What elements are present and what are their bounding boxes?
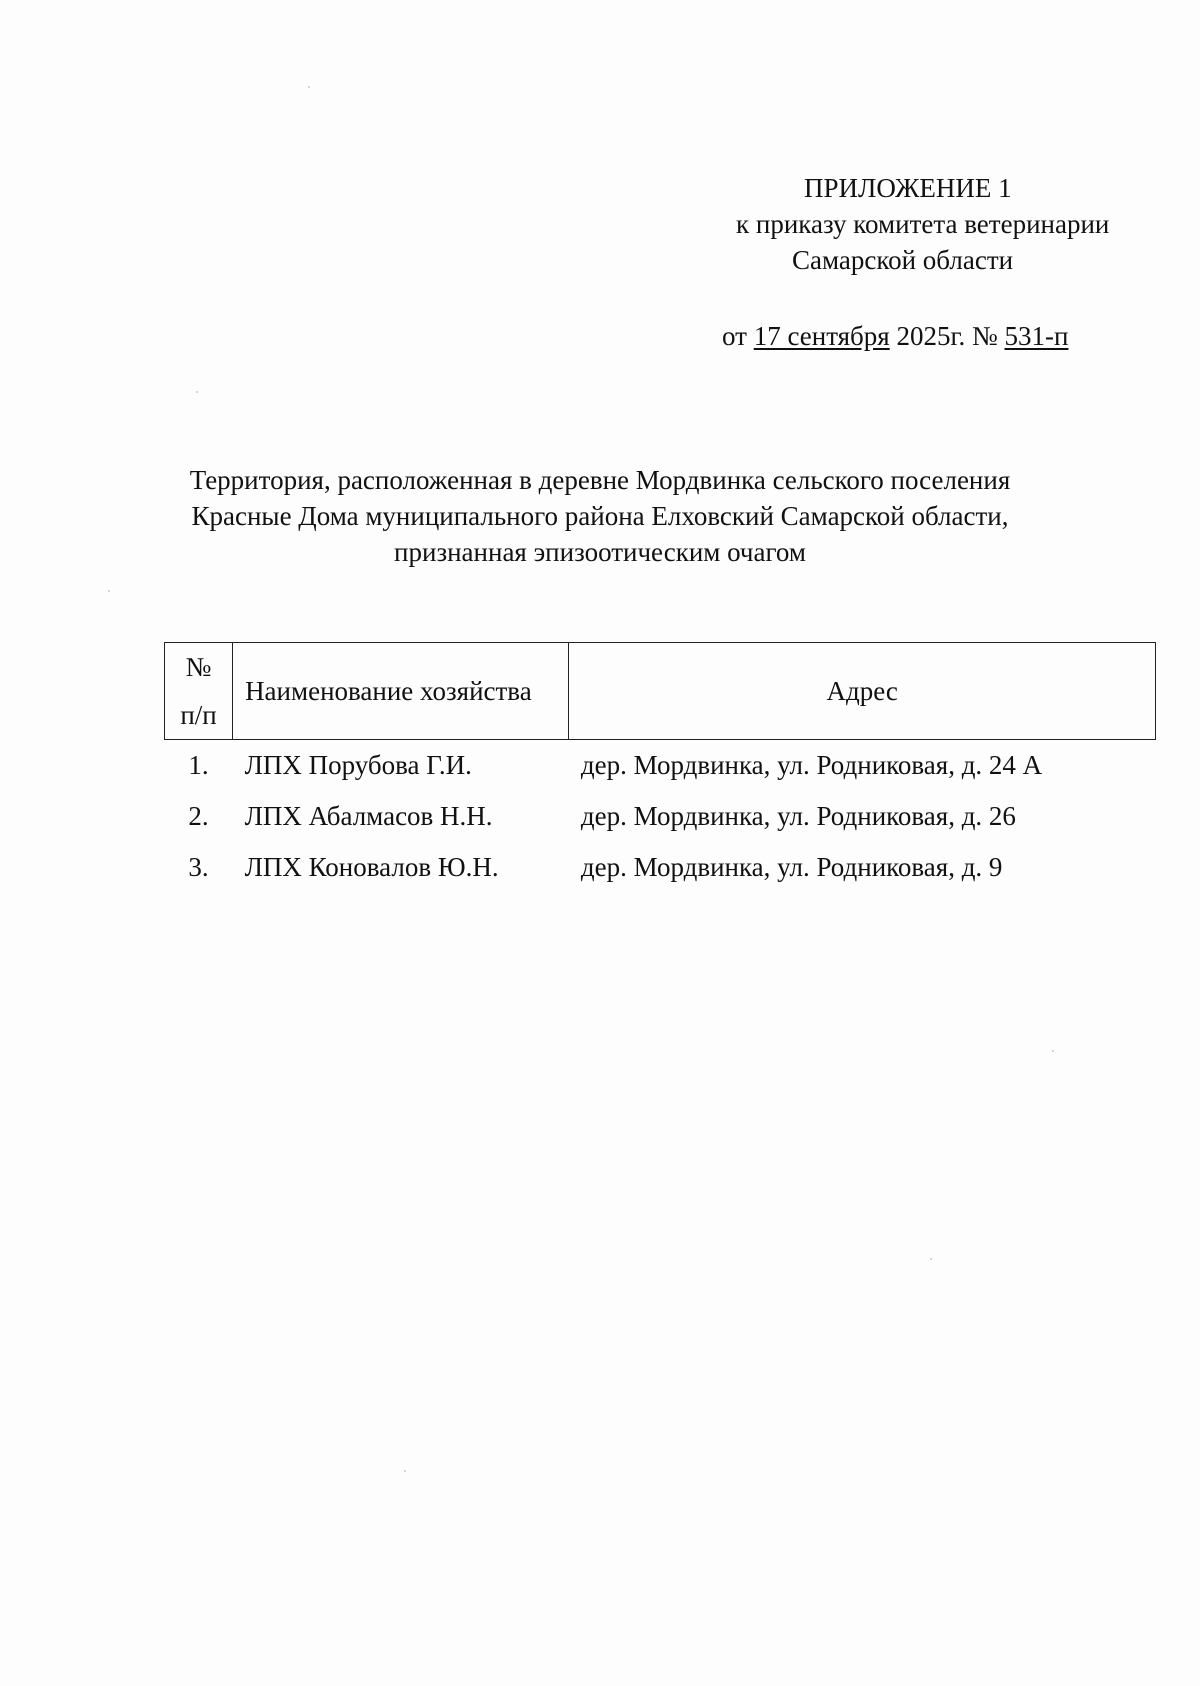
heading-line: Территория, расположенная в деревне Мордвинка сельского поселения [189,465,1011,495]
row-address: дер. Мордвинка, ул. Родниковая, д. 26 [580,801,1016,831]
scan-speck [930,1258,932,1260]
heading-line: Красные Дома муниципального района Елховский Самарской области, [191,501,1009,531]
row-number: 1. [188,750,209,780]
header-address: Адрес [569,643,1156,740]
header-number-sign: № [185,652,212,682]
row-household-name: ЛПХ Порубова Г.И. [244,750,472,780]
households-table [164,642,1156,893]
row-number: 2. [188,801,209,831]
row-household-name: ЛПХ Абалмасов Н.Н. [244,801,493,831]
row-number: 3. [188,852,209,882]
scan-speck [308,86,310,88]
appendix-region: Самарской области [792,245,1014,275]
scan-speck [404,1470,406,1472]
scan-speck [108,590,110,592]
order-reference [722,318,1068,354]
table-row [165,740,1156,792]
row-household-name: ЛПХ Коновалов Ю.Н. [244,852,499,882]
order-year: 2025г. [896,321,966,351]
row-address: дер. Мордвинка, ул. Родниковая, д. 9 [580,852,1003,882]
appendix-title: ПРИЛОЖЕНИЕ 1 [804,173,1012,203]
order-number-sign: № [972,321,998,351]
table-header-row [165,643,1156,740]
document-heading [150,462,1050,570]
order-prefix: от [722,321,747,351]
scan-speck [1052,1050,1054,1052]
heading-line: признанная эпизоотическим очагом [394,537,806,567]
table-row [165,842,1156,893]
appendix-reference: к приказу комитета ветеринарии [736,209,1110,239]
header-household-name: Наименование хозяйства [233,643,569,740]
order-date: 17 сентября [753,321,890,351]
header-number-label: п/п [180,700,217,730]
header-number [165,643,233,740]
order-number: 531-п [1004,321,1069,351]
table-row [165,791,1156,842]
scan-speck [196,391,198,393]
row-address: дер. Мордвинка, ул. Родниковая, д. 24 А [580,750,1043,780]
